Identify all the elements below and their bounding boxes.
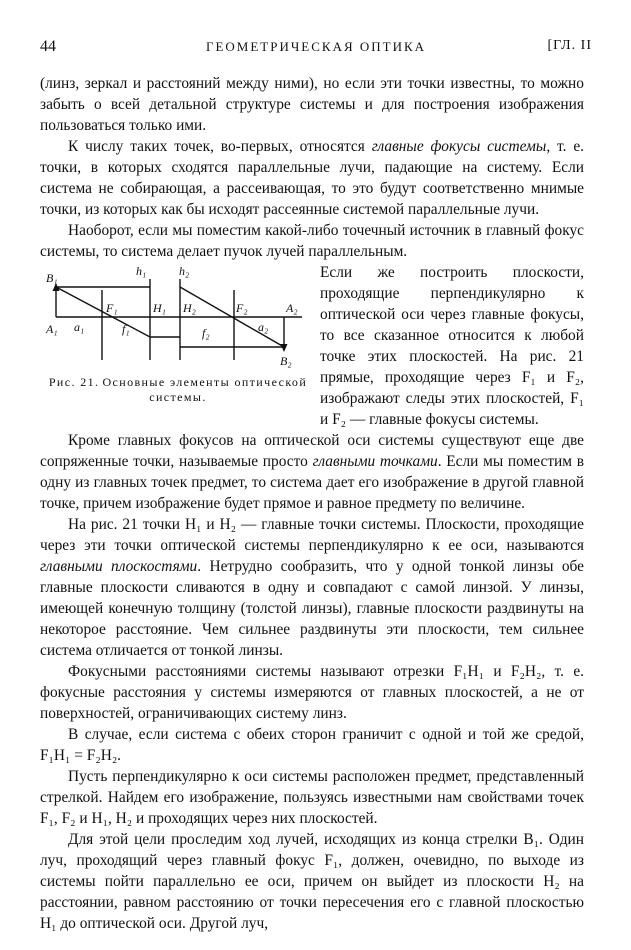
- label-a1-upper: A₁: [46, 322, 58, 336]
- label-h2-lower: h₂: [179, 265, 190, 278]
- chapter-label: [ГЛ. II: [547, 38, 592, 53]
- page-body: [40, 73, 584, 934]
- label-b1: B₁: [46, 271, 58, 285]
- label-h1-upper: H₁: [153, 301, 166, 315]
- paragraph-3-continued: Если же построить плоскости, проходящие перпендикулярно к оптической оси через главные фокусы, то все сказанное относится к любой точке этих плоскостей. На рис. 21 прямые, проходящие через F₁ и F₂, изображают следы этих плоскостей, F₁ и F₂ — главные фокусы системы.: [320, 264, 584, 428]
- paragraph-9: Для этой цели проследим ход лучей, исходящих из конца стрелки B₁. Один луч, проходящий через главный фокус F₁, должен, очевидно, по выходе из системы пойти параллельно ее оси, причем он выйдет из плоскости H₂ на расстоянии, равном расстоянию от точки пересечения его с главной плоскостью H₁ до оптической оси. Другой луч,: [40, 831, 584, 932]
- paragraph-4: [40, 430, 584, 514]
- label-b2: B₂: [280, 354, 292, 368]
- label-a1-lower: a₁: [74, 320, 85, 334]
- paragraph-8: Пусть перпендикулярно к оси системы расположен предмет, представленный стрелкой. Найдем его изображение, пользуясь известными нам свойствами точек F₁, F₂ и H₁, H₂ и проходящих через них плоскостей.: [40, 768, 584, 827]
- figure-caption: [40, 375, 316, 405]
- paragraph-5: [40, 514, 584, 661]
- figure-21: [40, 265, 316, 417]
- caption-text: Основные элементы оптической системы.: [102, 375, 308, 404]
- paragraph-4-text-a: Кроме главных фокусов на оптической оси системы существуют еще две сопряженные точки, называемые просто: [40, 432, 584, 470]
- paragraph-3: Наоборот, если мы поместим какой-либо точечный источник в главный фокус системы, то система делает пучок лучей параллельным.: [40, 222, 584, 260]
- paragraph-5-text-b: . Нетрудно сообразить, что у одной тонкой линзы обе главные плоскости сливаются в одну и совпадают с самой линзой. У линзы, имеющей конечную толщину (толстой линзы), главные плоскости раздвинуты на некоторое расстояние. Чем сильнее раздвинуты эти плоскости, тем сильнее система отличается от тонкой линзы.: [40, 558, 585, 659]
- label-f2-lower: f₂: [202, 326, 210, 340]
- paragraph-1: (линз, зеркал и расстояний между ними), но если эти точки известны, то можно забыть о всей детальной структуре системы и для построения изображения пользоваться только ими.: [40, 75, 584, 134]
- page-header: [40, 38, 592, 58]
- running-title: ГЕОМЕТРИЧЕСКАЯ ОПТИКА: [205, 39, 427, 54]
- page-number: 44: [40, 38, 56, 55]
- label-h2-upper: H₂: [183, 301, 196, 315]
- label-f1-lower: f₁: [122, 322, 130, 336]
- label-f2-upper: F₂: [236, 301, 248, 315]
- paragraph-2: [40, 136, 584, 220]
- term-principal-planes: главными плоскостями: [40, 558, 198, 575]
- label-f1-upper: F₁: [106, 301, 118, 315]
- label-a2-upper: A₂: [286, 301, 298, 315]
- optical-system-diagram: [40, 265, 316, 373]
- caption-label: Рис. 21.: [48, 375, 100, 389]
- paragraph-2-text-b: , т. е. точки, в которых сходятся параллельные лучи, падающие на систему. Если система не собирающая, а рассеивающая, то это будут соответственно мнимые точки, из которых как бы исходят рассеянные системой параллельные лучи.: [40, 138, 584, 218]
- label-a2-lower: a₂: [258, 320, 269, 334]
- paragraph-2-text-a: К числу таких точек, во-первых, относятся: [68, 138, 372, 155]
- term-main-foci: главные фокусы системы: [371, 138, 547, 155]
- label-h1-lower: h₁: [136, 265, 147, 278]
- paragraph-7: В случае, если система с обеих сторон граничит с одной и той же средой, F₁H₁ = F₂H₂.: [40, 726, 584, 764]
- term-principal-points: главными точками: [312, 453, 438, 470]
- image-arrowhead: [281, 344, 288, 352]
- paragraph-6: Фокусными расстояниями системы называют отрезки F₁H₁ и F₂H₂, т. е. фокусные расстояния у системы измеряются от главных плоскостей, а не от поверхностей, ограничивающих систему линз.: [40, 663, 584, 722]
- paragraph-5-text-a: На рис. 21 точки H₁ и H₂ — главные точки системы. Плоскости, проходящие через эти точки оптической системы перпендикулярно к ее оси, называются: [40, 516, 584, 554]
- paragraph-4-text-b: . Если мы поместим в одну из главных точек предмет, то система дает его изображение в другой главной точке, причем изображение будет прямое и равное предмету по величине.: [40, 453, 585, 512]
